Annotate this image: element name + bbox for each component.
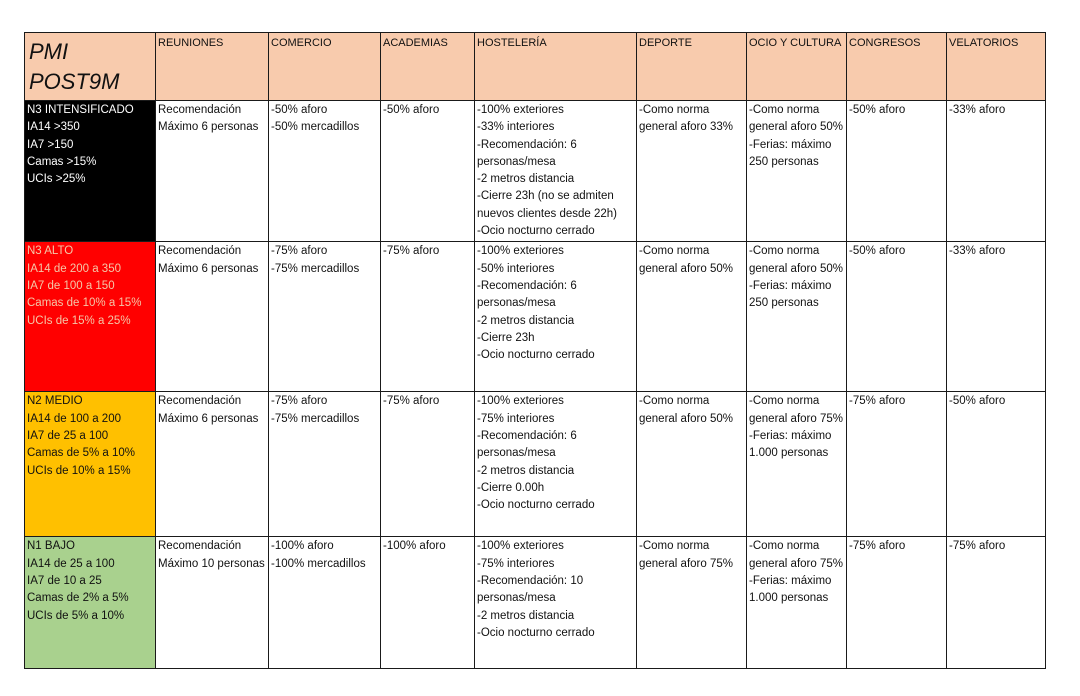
cell-line: nuevos clientes desde 22h) — [477, 207, 618, 220]
cell-line: -Ocio nocturno cerrado — [477, 626, 595, 639]
cell-velatorios — [947, 537, 1046, 669]
cell-line: Recomendación — [158, 245, 242, 258]
cell-line: -Como norma — [639, 245, 710, 258]
cell-hosteleria — [475, 392, 637, 537]
cell-line: general aforo 75% — [749, 412, 843, 425]
column-header-academias: ACADEMIAS — [381, 33, 475, 101]
level-criterion: Camas de 2% a 5% — [27, 592, 129, 605]
cell-line: -Como norma — [639, 540, 710, 553]
cell-line: -100% aforo — [271, 540, 334, 553]
level-criterion: IA14 de 200 a 350 — [27, 262, 121, 275]
cell-line: -33% aforo — [949, 245, 1006, 258]
cell-line: general aforo 50% — [749, 262, 843, 275]
column-header-reuniones: REUNIONES — [156, 33, 269, 101]
cell-line: -Como norma — [749, 540, 820, 553]
cell-line: personas/mesa — [477, 155, 556, 168]
cell-line: -2 metros distancia — [477, 464, 575, 477]
cell-line: -50% aforo — [271, 104, 328, 116]
level-cell — [25, 242, 156, 392]
cell-hosteleria — [475, 242, 637, 392]
cell-line: -Como norma — [639, 395, 710, 408]
header-row — [25, 33, 1046, 101]
cell-line: -Ferias: máximo — [749, 429, 832, 442]
cell-comercio — [269, 537, 381, 669]
cell-line: Recomendación — [158, 540, 242, 553]
cell-line: -75% aforo — [849, 395, 906, 408]
cell-reuniones — [156, 101, 269, 242]
cell-line: -Recomendación: 6 — [477, 138, 577, 151]
cell-line: -100% mercadillos — [271, 557, 366, 570]
cell-line: -2 metros distancia — [477, 314, 575, 327]
cell-velatorios — [947, 242, 1046, 392]
cell-line: -Como norma — [749, 245, 820, 258]
cell-line: general aforo 50% — [749, 121, 843, 134]
level-criterion: UCIs de 10% a 15% — [27, 464, 131, 477]
cell-line: -50% aforo — [949, 395, 1006, 408]
cell-congresos — [847, 537, 947, 669]
table-row — [25, 242, 1046, 392]
cell-line: 250 personas — [749, 155, 819, 168]
cell-line: -50% aforo — [849, 104, 906, 116]
cell-line: -Recomendación: 6 — [477, 279, 577, 292]
table-row — [25, 101, 1046, 242]
cell-line: -2 metros distancia — [477, 173, 575, 186]
level-criterion: UCIs de 15% a 25% — [27, 314, 131, 327]
table-row — [25, 392, 1046, 537]
cell-line: -Ocio nocturno cerrado — [477, 499, 595, 512]
cell-line: -50% interiores — [477, 262, 555, 275]
level-criterion: IA7 de 100 a 150 — [27, 279, 115, 292]
cell-line: -75% aforo — [383, 395, 440, 408]
cell-line: -75% aforo — [383, 245, 440, 258]
column-header-congresos: CONGRESOS — [847, 33, 947, 101]
cell-ocio-cultura — [747, 392, 847, 537]
cell-line: -75% interiores — [477, 557, 555, 570]
cell-ocio-cultura — [747, 101, 847, 242]
level-cell — [25, 392, 156, 537]
cell-comercio — [269, 101, 381, 242]
cell-line: -50% aforo — [849, 245, 906, 258]
cell-line: -50% aforo — [383, 104, 440, 116]
cell-line: -75% aforo — [949, 540, 1006, 553]
cell-deporte — [637, 242, 747, 392]
cell-line: general aforo 50% — [639, 412, 733, 425]
cell-line: -100% aforo — [383, 540, 446, 553]
cell-reuniones — [156, 392, 269, 537]
cell-line: Recomendación — [158, 104, 242, 116]
level-criterion: IA7 de 25 a 100 — [27, 429, 109, 442]
cell-line: -75% mercadillos — [271, 262, 360, 275]
cell-line: -100% exteriores — [477, 395, 564, 408]
cell-line: personas/mesa — [477, 447, 556, 460]
cell-velatorios — [947, 101, 1046, 242]
level-criterion: Camas de 5% a 10% — [27, 447, 136, 460]
cell-comercio — [269, 242, 381, 392]
cell-line: -75% aforo — [271, 245, 328, 258]
level-criterion: IA7 de 10 a 25 — [27, 574, 102, 587]
cell-comercio — [269, 392, 381, 537]
cell-academias — [381, 537, 475, 669]
cell-line: -33% interiores — [477, 121, 555, 134]
cell-line: -Recomendación: 6 — [477, 429, 577, 442]
cell-line: -75% interiores — [477, 412, 555, 425]
cell-line: -100% exteriores — [477, 540, 564, 553]
level-title: N2 MEDIO — [27, 395, 83, 408]
level-criterion: IA14 >350 — [27, 121, 80, 134]
cell-deporte — [637, 537, 747, 669]
level-criterion: IA14 de 100 a 200 — [27, 412, 121, 425]
cell-line: -75% aforo — [271, 395, 328, 408]
cell-line: general aforo 75% — [749, 557, 843, 570]
cell-line: -Como norma — [749, 395, 820, 408]
cell-congresos — [847, 242, 947, 392]
cell-line: -Cierre 23h (no se admiten — [477, 190, 614, 203]
cell-academias — [381, 392, 475, 537]
column-header-velatorios: VELATORIOS — [947, 33, 1046, 101]
cell-line: personas/mesa — [477, 592, 556, 605]
cell-line: -33% aforo — [949, 104, 1006, 116]
cell-line: -Cierre 0.00h — [477, 481, 545, 494]
cell-line: 250 personas — [749, 297, 819, 310]
cell-line: -Cierre 23h — [477, 331, 535, 344]
column-header-deporte: DEPORTE — [637, 33, 747, 101]
level-cell — [25, 101, 156, 242]
cell-line: Máximo 6 personas — [158, 412, 259, 425]
cell-velatorios — [947, 392, 1046, 537]
cell-ocio-cultura — [747, 537, 847, 669]
cell-line: -Como norma — [749, 104, 820, 116]
cell-line: 1.000 personas — [749, 592, 829, 605]
cell-hosteleria — [475, 101, 637, 242]
cell-line: -Ferias: máximo — [749, 574, 832, 587]
column-header-hosteleria: HOSTELERÍA — [475, 33, 637, 101]
cell-congresos — [847, 392, 947, 537]
cell-line: -Ocio nocturno cerrado — [477, 349, 595, 362]
cell-reuniones — [156, 537, 269, 669]
cell-line: general aforo 33% — [639, 121, 733, 134]
cell-reuniones — [156, 242, 269, 392]
cell-line: -Recomendación: 10 — [477, 574, 584, 587]
cell-ocio-cultura — [747, 242, 847, 392]
cell-line: -100% exteriores — [477, 245, 564, 258]
cell-line: -50% mercadillos — [271, 121, 360, 134]
cell-line: -Como norma — [639, 104, 710, 116]
level-criterion: IA14 de 25 a 100 — [27, 557, 115, 570]
cell-line: -2 metros distancia — [477, 609, 575, 622]
column-header-comercio: COMERCIO — [269, 33, 381, 101]
cell-line: 1.000 personas — [749, 447, 829, 460]
table-title — [25, 33, 156, 101]
cell-line: Máximo 6 personas — [158, 262, 259, 275]
cell-line: -75% aforo — [849, 540, 906, 553]
cell-academias — [381, 242, 475, 392]
title-line-2: POST9M — [29, 69, 120, 94]
level-title: N3 INTENSIFICADO — [27, 104, 134, 116]
cell-line: -100% exteriores — [477, 104, 564, 116]
level-cell — [25, 537, 156, 669]
cell-line: general aforo 50% — [639, 262, 733, 275]
table-row — [25, 537, 1046, 669]
cell-line: Máximo 6 personas — [158, 121, 259, 134]
cell-line: -75% mercadillos — [271, 412, 360, 425]
level-criterion: UCIs >25% — [27, 173, 86, 186]
cell-line: personas/mesa — [477, 297, 556, 310]
cell-hosteleria — [475, 537, 637, 669]
level-criterion: IA7 >150 — [27, 138, 74, 151]
cell-line: -Ferias: máximo — [749, 279, 832, 292]
cell-line: Máximo 10 personas — [158, 557, 265, 570]
cell-congresos — [847, 101, 947, 242]
cell-academias — [381, 101, 475, 242]
cell-deporte — [637, 392, 747, 537]
cell-line: Recomendación — [158, 395, 242, 408]
title-line-1: PMI — [29, 39, 69, 64]
level-title: N1 BAJO — [27, 540, 75, 553]
cell-line: -Ferias: máximo — [749, 138, 832, 151]
level-title: N3 ALTO — [27, 245, 74, 258]
level-criterion: UCIs de 5% a 10% — [27, 609, 125, 622]
level-criterion: Camas de 10% a 15% — [27, 297, 142, 310]
column-header-ocio-cultura: OCIO Y CULTURA — [747, 33, 847, 101]
cell-line: -Ocio nocturno cerrado — [477, 225, 595, 238]
cell-line: general aforo 75% — [639, 557, 733, 570]
level-criterion: Camas >15% — [27, 155, 97, 168]
measures-table — [24, 32, 1046, 669]
cell-deporte — [637, 101, 747, 242]
